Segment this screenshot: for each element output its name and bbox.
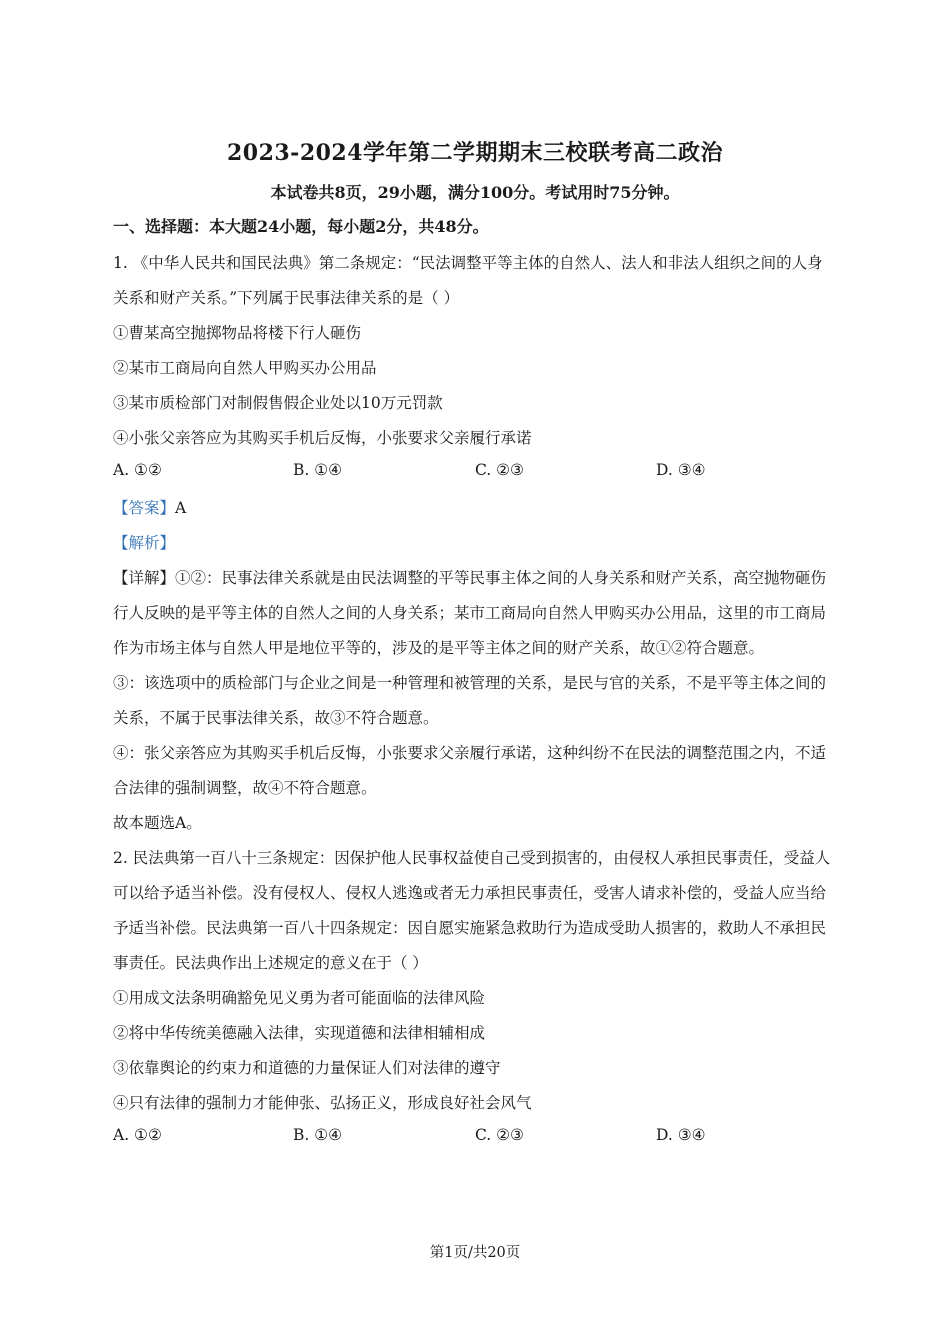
q2-item-1: ①用成文法条明确豁免见义勇为者可能面临的法律风险 xyxy=(113,989,486,1007)
q1-stem-line2: 关系和财产关系。”下列属于民事法律关系的是（ ） xyxy=(113,289,460,307)
q1-item-2: ②某市工商局向自然人甲购买办公用品 xyxy=(113,359,377,377)
q1-option-b: B. ①④ xyxy=(293,461,343,479)
page-number: 第1页/共20页 xyxy=(429,1245,521,1261)
q1-option-d: D. ③④ xyxy=(656,461,706,479)
q1-option-a: A. ①② xyxy=(113,461,162,479)
q1-detail-line3: 作为市场主体与自然人甲是地位平等的，涉及的是平等主体之间的财产关系，故①②符合题意。 xyxy=(113,639,765,657)
detail-text: ①②：民事法律关系就是由民法调整的平等民事主体之间的人身关系和财产关系，高空抛物砸伤 xyxy=(175,569,827,587)
detail-tag: 【详解】 xyxy=(113,569,176,587)
q1-item-4: ④小张父亲答应为其购买手机后反悔，小张要求父亲履行承诺 xyxy=(113,429,532,447)
answer-value: A xyxy=(175,499,187,517)
q1-item-3: ③某市质检部门对制假售假企业处以10万元罚款 xyxy=(113,394,443,412)
q1-item-1: ①曹某高空抛掷物品将楼下行人砸伤 xyxy=(113,324,362,342)
q2-stem-line3: 予适当补偿。民法典第一百八十四条规定：因自愿实施紧急救助行为造成受助人损害的，救助人不承担民 xyxy=(113,919,827,937)
analysis-tag: 【解析】 xyxy=(113,534,176,552)
q1-detail-line1 xyxy=(113,566,826,588)
q2-stem-line2: 可以给予适当补偿。没有侵权人、侵权人逃逸或者无力承担民事责任，受害人请求补偿的，受益人应当给 xyxy=(113,884,827,902)
q1-detail-line2: 行人反映的是平等主体的自然人之间的人身关系；某市工商局向自然人甲购买办公用品，这里的市工商局 xyxy=(113,604,827,622)
section-heading: 一、选择题：本大题24小题，每小题2分，共48分。 xyxy=(113,217,489,236)
q2-option-d: D. ③④ xyxy=(656,1126,706,1144)
q1-detail-line5: 关系，不属于民事法律关系，故③不符合题意。 xyxy=(113,709,439,727)
q2-stem-line4: 事责任。民法典作出上述规定的意义在于（ ） xyxy=(113,954,428,972)
q1-detail-line4: ③：该选项中的质检部门与企业之间是一种管理和被管理的关系，是民与官的关系，不是平等主体之间的 xyxy=(113,674,827,692)
exam-info: 本试卷共8页，29小题，满分100分。考试用时75分钟。 xyxy=(270,183,680,202)
q1-stem-line1: 1. 《中华人民共和国民法典》第二条规定：“民法调整平等主体的自然人、法人和非法人组织之间的人身 xyxy=(113,254,823,272)
answer-tag: 【答案】 xyxy=(113,499,176,517)
page-title: 2023-2024学年第二学期期末三校联考高二政治 xyxy=(226,140,724,166)
q1-option-c: C. ②③ xyxy=(475,461,524,479)
q2-option-b: B. ①④ xyxy=(293,1126,343,1144)
q2-option-c: C. ②③ xyxy=(475,1126,524,1144)
q1-analysis xyxy=(113,531,175,553)
q1-detail-line7: 合法律的强制调整，故④不符合题意。 xyxy=(113,779,377,797)
q1-conclusion: 故本题选A。 xyxy=(113,814,202,832)
q2-item-2: ②将中华传统美德融入法律，实现道德和法律相辅相成 xyxy=(113,1024,486,1042)
q1-detail-line6: ④：张父亲答应为其购买手机后反悔，小张要求父亲履行承诺，这种纠纷不在民法的调整范围之内，不适 xyxy=(113,744,827,762)
q2-item-3: ③依靠舆论的约束力和道德的力量保证人们对法律的遵守 xyxy=(113,1059,501,1077)
q2-stem-line1: 2. 民法典第一百八十三条规定：因保护他人民事权益使自己受到损害的，由侵权人承担民事责任，受益人 xyxy=(113,849,831,867)
q2-option-a: A. ①② xyxy=(113,1126,162,1144)
q1-answer xyxy=(113,496,186,518)
q2-item-4: ④只有法律的强制力才能伸张、弘扬正义，形成良好社会风气 xyxy=(113,1094,532,1112)
